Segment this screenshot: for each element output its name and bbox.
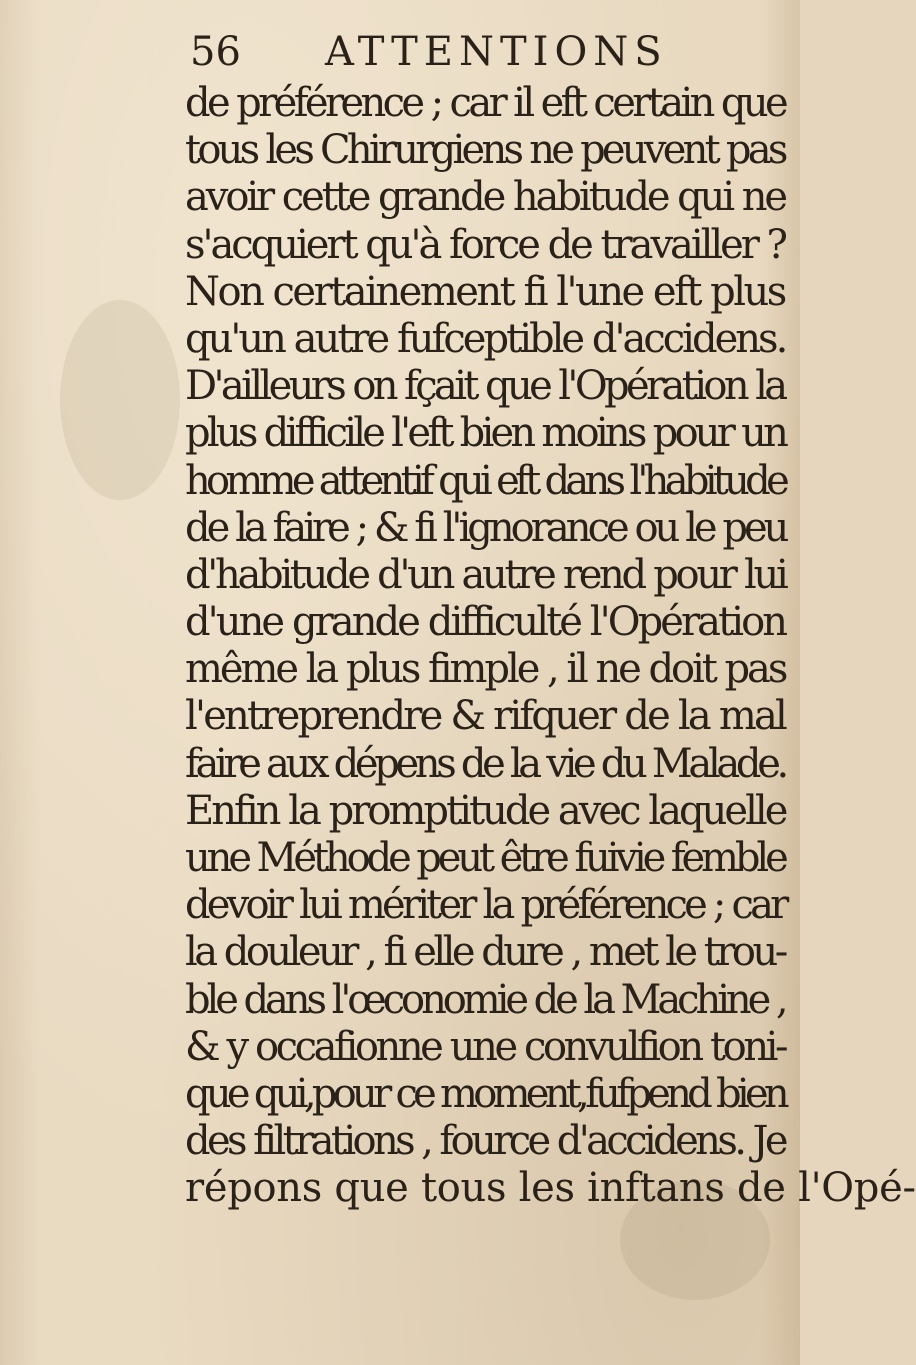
body-text	[185, 80, 916, 1213]
text-line: d'habitude d'un autre rend pour lui	[185, 551, 786, 598]
text-line: s'acquiert qu'à force de travailler ?	[185, 221, 785, 268]
text-line: de préférence ; car il eft certain que	[185, 80, 786, 126]
running-title: ATTENTIONS	[325, 29, 668, 75]
text-line: une Méthode peut être fuivie femble	[185, 835, 785, 881]
text-line: avoir cette grande habitude qui ne	[185, 174, 786, 221]
text-line: qu'un autre fufceptible d'accidens.	[185, 315, 786, 362]
text-line: & y occafionne une convulfion toni-	[185, 1023, 786, 1070]
paper-stain	[60, 300, 180, 500]
text-line: que qui,pour ce moment,fufpend bien	[185, 1070, 785, 1117]
text-line: plus difficile l'eft bien moins pour un	[185, 410, 786, 457]
text-line: de la faire ; & fi l'ignorance ou le peu	[185, 504, 786, 551]
text-line: l'entreprendre & rifquer de la mal	[185, 693, 785, 740]
text-line: faire aux dépens de la vie du Malade.	[185, 740, 785, 787]
text-line: Non certainement fi l'une eft plus	[185, 268, 785, 315]
text-line: tous les Chirurgiens ne peuvent pas	[185, 127, 785, 174]
text-line: répons que tous les inftans de l'Opé-	[185, 1165, 916, 1212]
text-line: d'une grande difficulté l'Opération	[185, 599, 786, 646]
text-line: D'ailleurs on fçait que l'Opération la	[185, 363, 785, 410]
text-line: homme attentif qui eft dans l'habitude	[185, 457, 786, 504]
text-line: même la plus fimple , il ne doit pas	[185, 646, 786, 693]
text-line: des filtrations , fource d'accidens. Je	[185, 1118, 785, 1165]
running-head	[190, 20, 750, 80]
text-line: la douleur , fi elle dure , met le trou-	[185, 929, 785, 976]
text-line: Enfin la promptitude avec laquelle	[185, 787, 786, 834]
text-line: ble dans l'œconomie de la Machine ,	[185, 976, 785, 1023]
text-line: devoir lui mériter la préférence ; car	[185, 882, 786, 929]
page-number: 56	[190, 29, 241, 75]
